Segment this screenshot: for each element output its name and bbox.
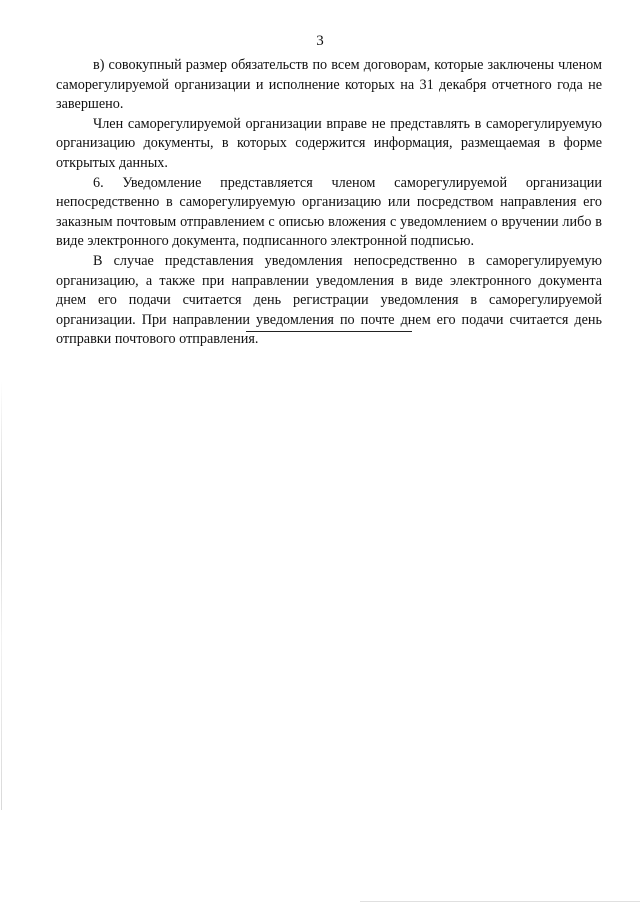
scan-edge-artifact-bottom	[360, 901, 640, 902]
paragraph-notification-submission: 6. Уведомление представляется членом саморегулируемой организации непосредственно в саморегулируемую организацию или посредством направления его заказным почтовым отправлением с описью вложения с уведомлением о вручении либо в виде электронного документа, подписанного электронной подписью.	[56, 174, 602, 250]
paragraph-submission-date: В случае представления уведомления непосредственно в саморегулируемую организацию, а также при направлении уведомления в виде электронного документа днем его подачи считается день регистрации уведомления в саморегулируемой организации. При направлении уведомления по почте днем его подачи считается день отправки почтового отправления.	[56, 252, 602, 348]
paragraph-obligations-total: в) совокупный размер обязательств по всем договорам, которые заключены членом саморегулируемой организации и исполнение которых на 31 декабря отчетного года не завершено.	[56, 57, 602, 113]
scan-edge-artifact	[1, 380, 2, 810]
page-number: 3	[316, 33, 324, 49]
end-separator-line	[246, 331, 412, 332]
document-body	[56, 56, 602, 350]
paragraph-open-data-exemption: Член саморегулируемой организации вправе не представлять в саморегулируемую организацию документы, в которых содержится информация, размещаемая в форме открытых данных.	[56, 115, 602, 171]
